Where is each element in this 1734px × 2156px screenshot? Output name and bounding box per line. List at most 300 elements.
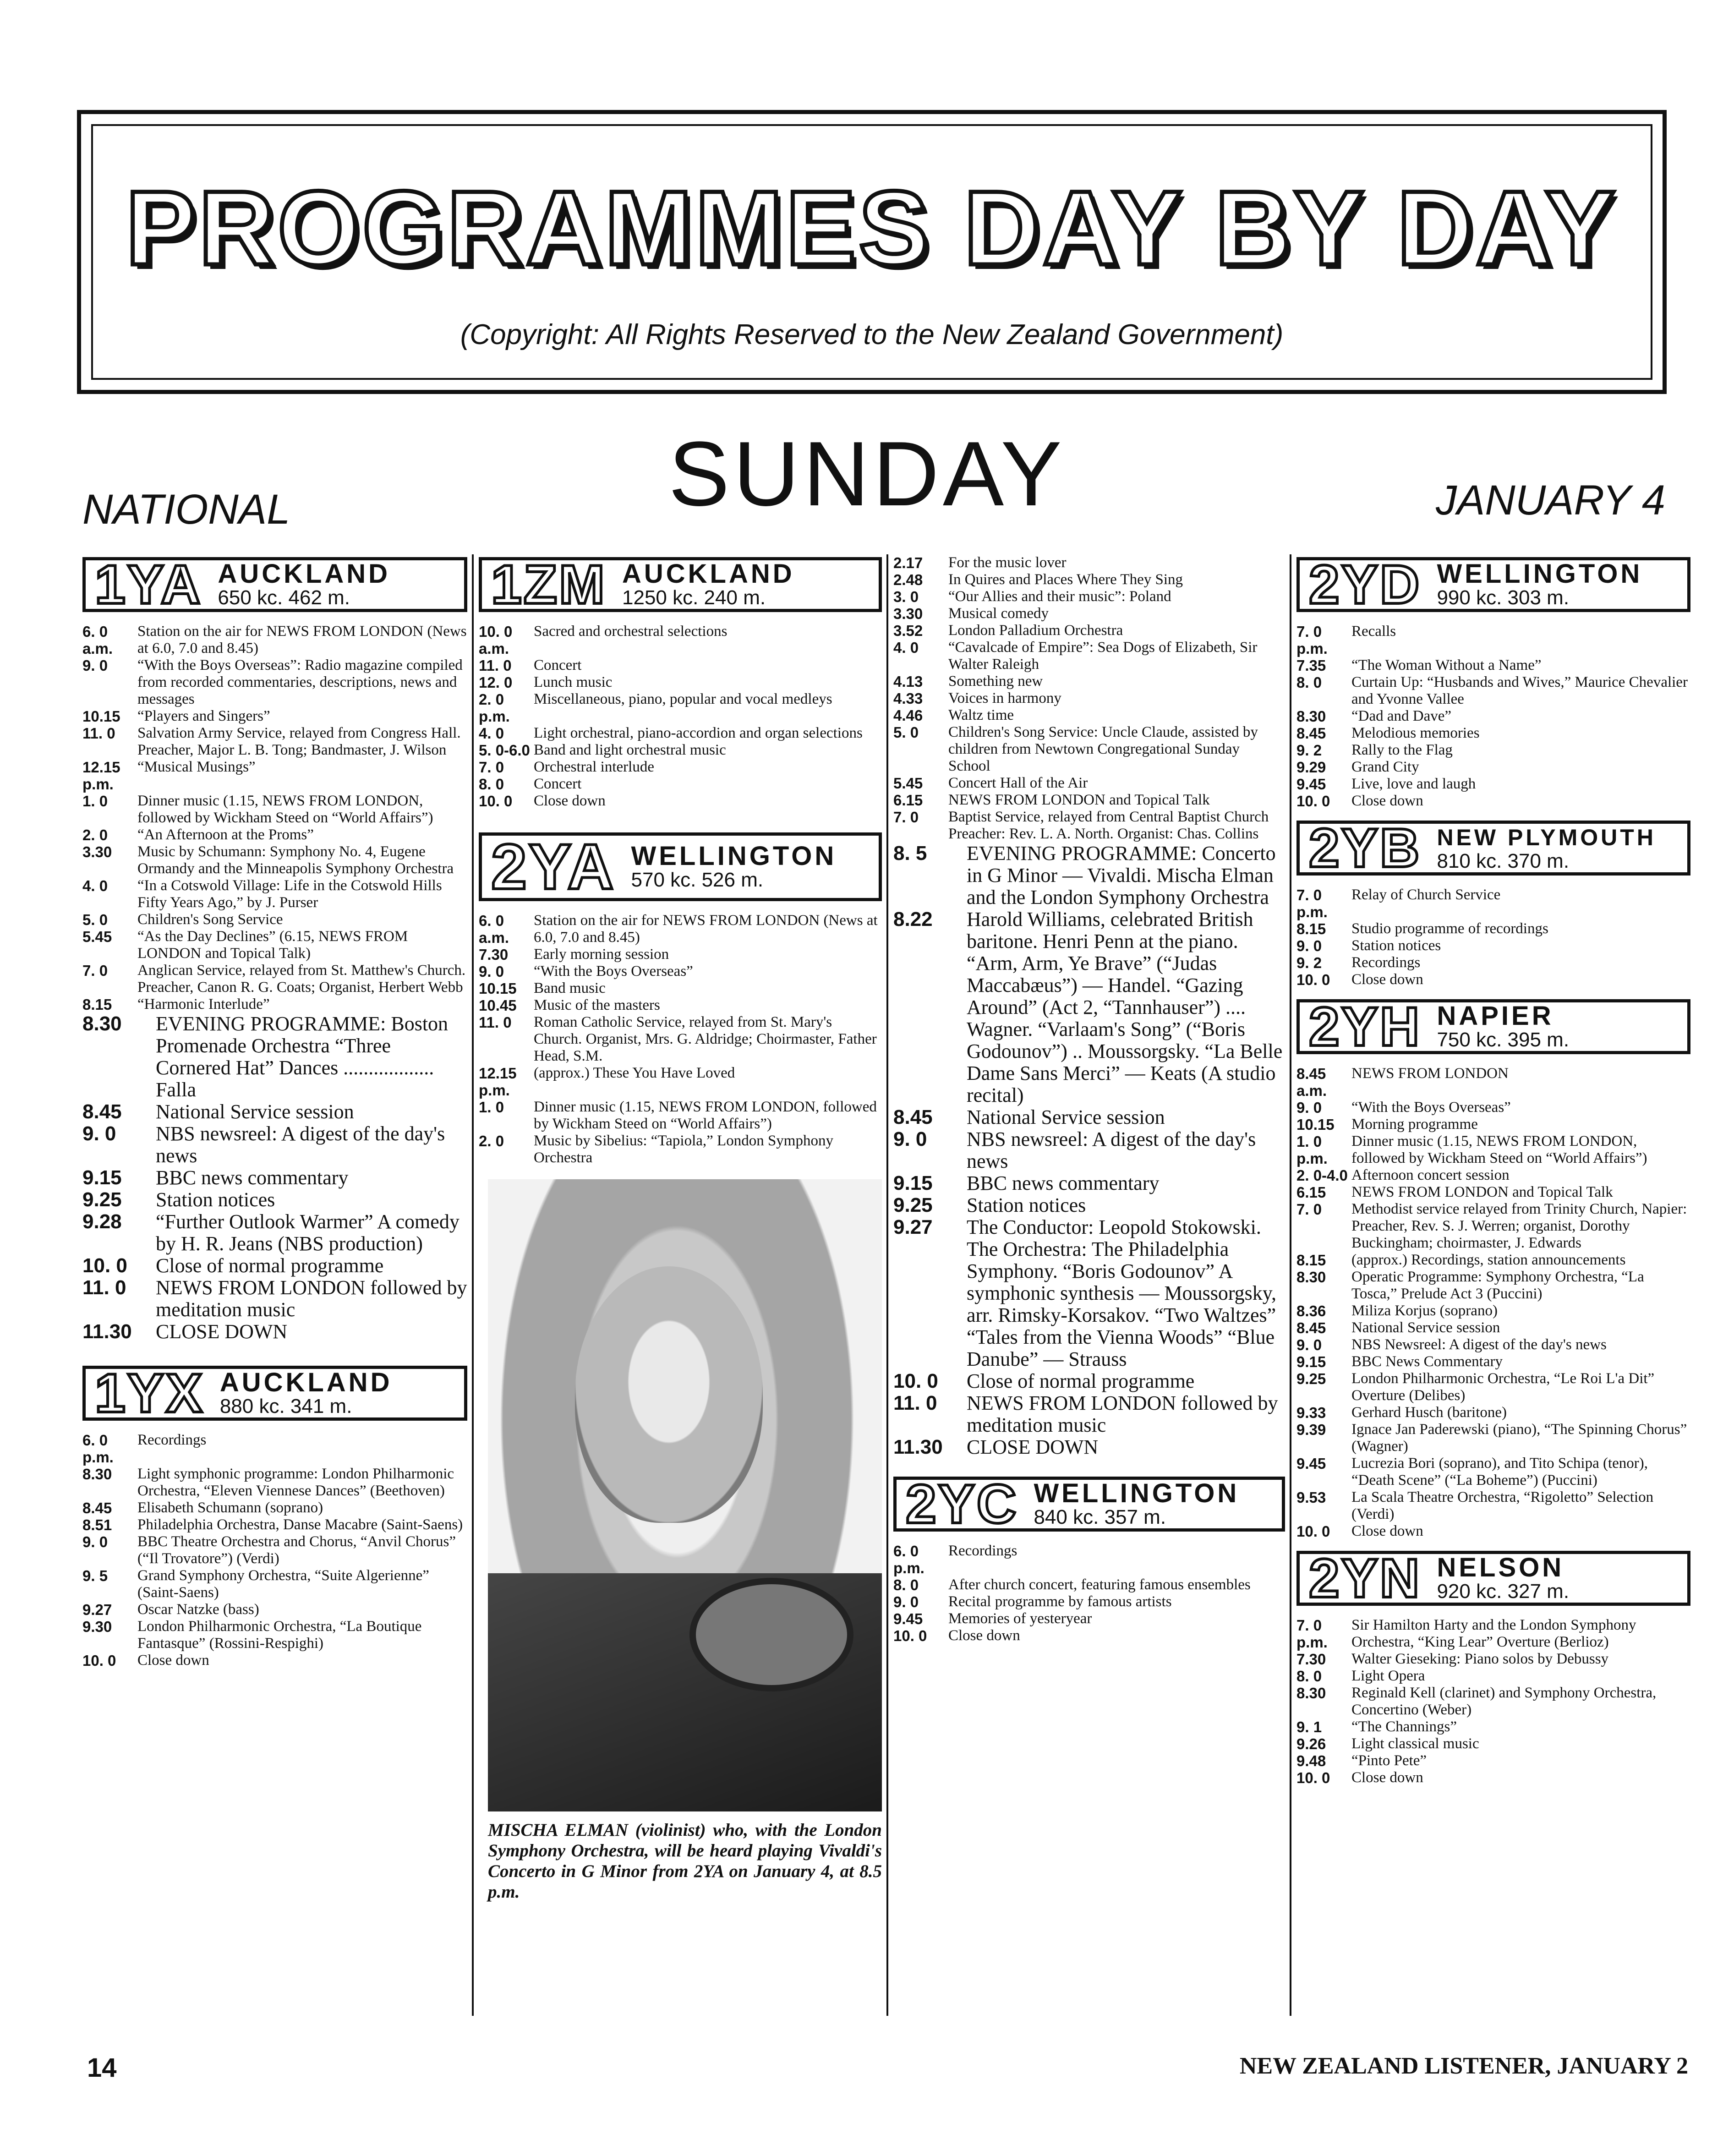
programme-description: Studio programme of recordings <box>1351 920 1548 937</box>
programme-entry <box>1296 1523 1690 1540</box>
programme-description: Concert <box>534 657 582 673</box>
programme-entry <box>893 1128 1285 1172</box>
programme-description: Light Opera <box>1351 1668 1425 1684</box>
programme-entry <box>82 1618 467 1652</box>
programme-description: Concert <box>534 776 582 792</box>
programme-entry <box>1296 1167 1690 1184</box>
programme-entry <box>479 946 882 963</box>
programme-description: Close down <box>534 793 606 809</box>
programme-time: 9.25 <box>82 1188 122 1211</box>
programme-description: Band and light orchestral music <box>534 742 726 758</box>
station-call-sign: 2YD <box>1309 554 1422 615</box>
programme-time: 9.33 <box>1296 1404 1326 1421</box>
programme-description: “Dad and Dave” <box>1351 708 1452 724</box>
programme-entry <box>893 1216 1285 1370</box>
programme-time: 8. 0 <box>479 776 504 793</box>
programme-time: 5. 0 <box>893 724 919 741</box>
programme-description: Ignace Jan Paderewski (piano), “The Spinning Chorus” (Wagner) <box>1351 1421 1687 1455</box>
station-header-2yc <box>893 1473 1285 1535</box>
programme-description: CLOSE DOWN <box>967 1436 1099 1458</box>
programme-time: 9. 0 <box>1296 937 1322 954</box>
station-header-2yn <box>1296 1548 1690 1609</box>
programme-description: National Service session <box>156 1100 354 1123</box>
programme-time: 9.29 <box>1296 759 1326 776</box>
programme-time: 9.45 <box>893 1610 923 1627</box>
programme-entry <box>82 962 467 996</box>
station-header-1ya <box>82 554 467 615</box>
programme-time: 9.45 <box>1296 1455 1326 1472</box>
programme-entry <box>82 793 467 826</box>
programme-entry <box>1296 1099 1690 1116</box>
station-frequency: 810 kc. 370 m. <box>1437 850 1570 872</box>
programme-time: 7. 0 <box>479 759 504 776</box>
programme-description: “Our Allies and their music”: Poland <box>948 588 1171 605</box>
programme-description: Lunch music <box>534 674 613 690</box>
programme-description: Band music <box>534 980 606 996</box>
title-banner <box>77 110 1667 394</box>
programme-description: Curtain Up: “Husbands and Wives,” Maurice Chevalier and Yvonne Vallee <box>1351 674 1688 707</box>
programme-entry <box>1296 725 1690 742</box>
programme-entry <box>82 1101 467 1123</box>
programme-time: 12.15 p.m. <box>82 759 120 793</box>
programme-time: 9.53 <box>1296 1489 1326 1506</box>
programme-time: 1. 0 <box>82 793 108 810</box>
programme-time: 3. 0 <box>893 588 919 605</box>
programme-entry <box>479 1065 882 1099</box>
station-frequency: 920 kc. 327 m. <box>1437 1580 1570 1603</box>
programme-entry <box>82 1533 467 1567</box>
programme-time: 9. 0 <box>1296 1099 1322 1116</box>
programme-description: “An Afternoon at the Proms” <box>137 826 314 843</box>
programme-entry <box>1296 1184 1690 1201</box>
programme-entry <box>1296 674 1690 708</box>
schedule-1ya <box>82 623 467 1013</box>
programme-time: 9. 0 <box>82 1533 108 1550</box>
station-frequency: 990 kc. 303 m. <box>1437 586 1570 609</box>
programme-entry <box>893 1392 1285 1436</box>
schedule-2yb <box>1296 886 1690 988</box>
programme-time: 10. 0 <box>479 793 513 810</box>
programme-description: NEWS FROM LONDON and Topical Talk <box>948 792 1210 808</box>
portrait-head <box>575 1266 763 1523</box>
station-frequency: 840 kc. 357 m. <box>1034 1506 1166 1528</box>
programme-entry <box>1296 1404 1690 1421</box>
page-number: 14 <box>87 2053 117 2083</box>
schedule-1zm <box>479 623 882 810</box>
programme-description: “Pinto Pete” <box>1351 1752 1427 1769</box>
station-city: AUCKLAND <box>218 559 391 589</box>
programme-time: 9. 0 <box>893 1128 927 1150</box>
programme-time: 6. 0 p.m. <box>893 1543 924 1576</box>
network-label: NATIONAL <box>82 486 290 533</box>
programme-time: 8.51 <box>82 1516 112 1533</box>
programme-description: (approx.) These You Have Loved <box>534 1065 735 1081</box>
station-call-sign: 2YB <box>1309 817 1422 879</box>
programme-time: 9.27 <box>82 1601 112 1618</box>
programme-description: London Palladium Orchestra <box>948 622 1123 639</box>
programme-time: 5.45 <box>82 928 112 945</box>
programme-entry <box>479 623 882 657</box>
programme-time: 7.35 <box>1296 657 1326 674</box>
programme-entry <box>82 1189 467 1211</box>
programme-entry <box>1296 937 1690 954</box>
programme-time: 8.45 <box>82 1499 112 1516</box>
programme-time: 12. 0 <box>479 674 513 691</box>
column-divider <box>886 554 888 2016</box>
programme-entry <box>893 724 1285 775</box>
programme-description: NEWS FROM LONDON and Topical Talk <box>1351 1184 1613 1200</box>
programme-description: Elisabeth Schumann (soprano) <box>137 1499 323 1516</box>
programme-entry <box>893 605 1285 622</box>
programme-entry <box>1296 1617 1690 1651</box>
programme-entry <box>893 775 1285 792</box>
programme-entry <box>893 843 1285 908</box>
programme-description: Walter Gieseking: Piano solos by Debussy <box>1351 1651 1609 1667</box>
station-city: NELSON <box>1437 1553 1564 1582</box>
programme-description: London Philharmonic Orchestra, “La Boutique Fantasque” (Rossini-Respighi) <box>137 1618 422 1652</box>
programme-entry <box>479 1133 882 1166</box>
programme-entry <box>1296 776 1690 793</box>
programme-description: Recordings <box>137 1432 207 1448</box>
programme-time: 11.30 <box>82 1320 132 1343</box>
programme-entry <box>479 725 882 742</box>
programme-description: Light symphonic programme: London Philharmonic Orchestra, “Eleven Viennese Dances” (Beethoven) <box>137 1466 454 1499</box>
column-2 <box>479 554 882 2030</box>
programme-description: Baptist Service, relayed from Central Baptist Church Preacher: Rev. L. A. North. Organist: Chas. Collins <box>948 809 1269 842</box>
programme-entry <box>1296 1252 1690 1269</box>
programme-time: 12.15 p.m. <box>479 1065 517 1099</box>
programme-time: 11.30 <box>893 1436 943 1458</box>
programme-time: 9. 0 <box>1296 1336 1322 1353</box>
programme-time: 9. 0 <box>82 657 108 674</box>
programme-time: 8. 5 <box>893 842 927 865</box>
programme-time: 7. 0 <box>893 809 919 826</box>
programme-entry <box>1296 1319 1690 1336</box>
programme-time: 11. 0 <box>82 725 115 742</box>
violin-scroll <box>689 1578 853 1691</box>
programme-description: Musical comedy <box>948 605 1049 622</box>
programme-description: Close down <box>1351 1523 1423 1539</box>
column-3 <box>893 554 1285 2030</box>
programme-time: 8.45 <box>1296 725 1326 742</box>
programme-entry <box>1296 759 1690 776</box>
programme-entry <box>893 908 1285 1106</box>
schedule-2ya-afternoon <box>893 554 1285 843</box>
programme-description: Miscellaneous, piano, popular and vocal medleys <box>534 691 832 707</box>
programme-entry <box>1296 623 1690 657</box>
programme-description: In Quires and Places Where They Sing <box>948 571 1183 588</box>
programme-description: Rally to the Flag <box>1351 742 1453 758</box>
programme-entry <box>893 1576 1285 1593</box>
programme-description: “The Woman Without a Name” <box>1351 657 1542 673</box>
station-call-sign: 2YH <box>1309 996 1422 1057</box>
programme-entry <box>893 554 1285 571</box>
programme-entry <box>1296 1201 1690 1252</box>
programme-entry <box>82 1321 467 1343</box>
programme-time: 9.45 <box>1296 776 1326 793</box>
programme-time: 10.15 <box>479 980 517 997</box>
programme-time: 3.30 <box>893 605 923 622</box>
programme-description: London Philharmonic Orchestra, “Le Roi L'a Dit” Overture (Delibes) <box>1351 1370 1655 1404</box>
programme-time: 9.15 <box>82 1166 122 1189</box>
programme-entry <box>1296 1651 1690 1668</box>
programme-time: 10. 0 <box>1296 1769 1330 1786</box>
programme-time: 4.46 <box>893 707 923 724</box>
programme-description: Operatic Programme: Symphony Orchestra, “La Tosca,” Prelude Act 3 (Puccini) <box>1351 1269 1644 1302</box>
programme-description: “As the Day Declines” (6.15, NEWS FROM LONDON and Topical Talk) <box>137 928 408 962</box>
programme-time: 11. 0 <box>82 1276 126 1299</box>
banner-inner-border <box>91 124 1652 380</box>
programme-time: 9.25 <box>893 1194 933 1216</box>
programme-entry <box>1296 971 1690 988</box>
schedule-2yh <box>1296 1065 1690 1540</box>
programme-description: Recital programme by famous artists <box>948 1593 1172 1610</box>
programme-entry <box>1296 793 1690 810</box>
programme-description: National Service session <box>967 1106 1165 1128</box>
programme-time: 4.33 <box>893 690 923 707</box>
station-frequency: 650 kc. 462 m. <box>218 586 350 609</box>
programme-entry <box>893 809 1285 843</box>
programme-entry <box>82 843 467 877</box>
station-frequency: 570 kc. 526 m. <box>631 869 764 891</box>
station-call-sign: 1YX <box>95 1363 204 1424</box>
programme-entry <box>479 912 882 946</box>
programme-time: 8.45 <box>893 1106 933 1128</box>
programme-description: Music by Sibelius: “Tapiola,” London Symphony Orchestra <box>534 1133 833 1166</box>
programme-entry <box>82 1013 467 1101</box>
programme-entry <box>1296 1370 1690 1404</box>
programme-entry <box>82 725 467 759</box>
programme-time: 8.30 <box>1296 708 1326 725</box>
programme-description: Children's Song Service <box>137 911 283 928</box>
programme-description: Afternoon concert session <box>1351 1167 1510 1183</box>
programme-description: La Scala Theatre Orchestra, “Rigoletto” Selection (Verdi) <box>1351 1489 1654 1522</box>
programme-entry <box>479 963 882 980</box>
programme-entry <box>893 571 1285 588</box>
programme-time: 2. 0 p.m. <box>479 691 510 725</box>
station-frequency: 750 kc. 395 m. <box>1437 1029 1570 1051</box>
programme-time: 5.45 <box>893 775 923 792</box>
programme-time: 8.22 <box>893 908 933 930</box>
station-city: AUCKLAND <box>219 1368 393 1397</box>
programme-entry <box>479 657 882 674</box>
programme-description: Close down <box>948 1627 1020 1644</box>
programme-entry <box>82 1567 467 1601</box>
programme-time: 8.30 <box>1296 1685 1326 1702</box>
programme-time: 8.15 <box>1296 1252 1326 1269</box>
programme-description: Station notices <box>1351 937 1441 954</box>
programme-time: 9.28 <box>82 1210 122 1233</box>
programme-description: Grand Symphony Orchestra, “Suite Algerienne” (Saint-Saens) <box>137 1567 429 1601</box>
programme-description: Sir Hamilton Harty and the London Symphony Orchestra, “King Lear” Overture (Berlioz) <box>1351 1617 1636 1650</box>
station-call-sign: 2YC <box>906 1473 1018 1535</box>
column-divider <box>472 554 474 2016</box>
programme-time: 9.48 <box>1296 1752 1326 1769</box>
programme-time: 8.30 <box>82 1466 112 1483</box>
programme-description: BBC news commentary <box>967 1172 1160 1194</box>
programme-description: BBC Theatre Orchestra and Chorus, “Anvil Chorus” (“Il Trovatore”) (Verdi) <box>137 1533 456 1567</box>
programme-time: 9. 2 <box>1296 954 1322 971</box>
station-header-2yh <box>1296 996 1690 1057</box>
station-header-2yd <box>1296 554 1690 615</box>
programme-time: 9. 0 <box>82 1122 116 1145</box>
programme-entry <box>1296 1718 1690 1735</box>
programme-time: 8.30 <box>82 1012 122 1035</box>
programme-entry <box>893 1543 1285 1576</box>
programme-time: 2. 0 <box>479 1133 504 1149</box>
programme-time: 8.15 <box>82 996 112 1013</box>
programme-description: NBS newsreel: A digest of the day's news <box>967 1128 1256 1172</box>
programme-entry <box>479 1099 882 1133</box>
programme-description: “With the Boys Overseas” <box>534 963 693 980</box>
column-divider <box>1290 554 1291 2016</box>
programme-entry <box>893 673 1285 690</box>
programme-description: BBC News Commentary <box>1351 1353 1503 1370</box>
programme-description: Melodious memories <box>1351 725 1480 741</box>
copyright-notice: (Copyright: All Rights Reserved to the New Zealand Government) <box>460 319 1284 350</box>
programme-entry <box>893 1194 1285 1216</box>
programme-time: 7. 0 <box>82 962 108 979</box>
programme-description: Gerhard Husch (baritone) <box>1351 1404 1507 1421</box>
programme-entry <box>82 657 467 708</box>
programme-entry <box>1296 886 1690 920</box>
programme-description: Close down <box>1351 971 1423 988</box>
programme-entry <box>1296 1668 1690 1685</box>
programme-entry <box>82 1601 467 1618</box>
programme-entry <box>82 1652 467 1669</box>
programme-time: 9.15 <box>1296 1353 1326 1370</box>
station-city: WELLINGTON <box>1437 559 1643 589</box>
station-header-2yb <box>1296 817 1690 879</box>
programme-description: Light classical music <box>1351 1735 1479 1752</box>
programme-entry <box>479 742 882 759</box>
station-call-sign: 1ZM <box>491 554 607 615</box>
station-call-sign: 2YN <box>1309 1548 1422 1609</box>
programme-time: 2.48 <box>893 571 923 588</box>
programme-entry <box>893 622 1285 639</box>
programme-entry <box>893 1593 1285 1610</box>
programme-time: 9. 5 <box>82 1567 108 1584</box>
programme-description: Salvation Army Service, relayed from Congress Hall. Preacher, Major L. B. Tong; Bandmaster, J. Wilson <box>137 725 461 758</box>
programme-entry <box>1296 1769 1690 1786</box>
programme-entry <box>82 877 467 911</box>
programme-time: 10. 0 <box>893 1370 938 1392</box>
programme-description: Light orchestral, piano-accordion and organ selections <box>534 725 863 741</box>
programme-time: 4. 0 <box>479 725 504 742</box>
programme-description: NEWS FROM LONDON followed by meditation music <box>967 1392 1278 1436</box>
programme-description: Something new <box>948 673 1043 689</box>
programme-description: “Cavalcade of Empire”: Sea Dogs of Elizabeth, Sir Walter Raleigh <box>948 639 1258 673</box>
programme-description: Music by Schumann: Symphony No. 4, Eugene Ormandy and the Minneapolis Symphony Orchestra <box>137 843 454 877</box>
programme-entry <box>1296 1269 1690 1302</box>
programme-entry <box>82 1277 467 1321</box>
programme-description: “Musical Musings” <box>137 759 256 775</box>
programme-time: 2.17 <box>893 554 923 571</box>
station-header-1yx <box>82 1363 467 1424</box>
programme-time: 1. 0 <box>479 1099 504 1116</box>
programme-time: 7. 0 p.m. <box>1296 1617 1328 1651</box>
programme-entry <box>1296 920 1690 937</box>
programme-time: 9.15 <box>893 1172 933 1194</box>
programme-entry <box>893 707 1285 724</box>
programme-description: EVENING PROGRAMME: Concerto in G Minor — Vivaldi. Mischa Elman and the London Symphony Orchestra <box>967 842 1276 908</box>
schedule-2yc <box>893 1543 1285 1644</box>
programme-time: 5. 0-6.0 <box>479 742 530 759</box>
programme-time: 6.15 <box>1296 1184 1326 1201</box>
station-frequency: 1250 kc. 240 m. <box>622 586 766 609</box>
programme-time: 4. 0 <box>893 639 919 656</box>
programme-description: “With the Boys Overseas”: Radio magazine compiled from recorded commentaries, descriptions, news and messages <box>137 657 463 707</box>
programme-time: 8.45 <box>82 1100 122 1123</box>
programme-time: 7.30 <box>479 946 509 963</box>
programme-time: 9.27 <box>893 1216 933 1238</box>
programme-description: “The Channings” <box>1351 1718 1457 1735</box>
programme-description: Close down <box>1351 793 1423 809</box>
programme-description: “Players and Singers” <box>137 708 270 724</box>
programme-entry <box>82 996 467 1013</box>
programme-entry <box>893 1436 1285 1458</box>
programme-description: NBS Newsreel: A digest of the day's news <box>1351 1336 1607 1353</box>
programme-time: 4. 0 <box>82 877 108 894</box>
programme-time: 3.30 <box>82 843 112 860</box>
programme-description: Close of normal programme <box>156 1254 384 1277</box>
programme-time: 10. 0 <box>1296 1523 1330 1540</box>
programme-time: 10. 0 <box>1296 793 1330 810</box>
station-city: WELLINGTON <box>1034 1478 1240 1508</box>
programme-entry <box>1296 1735 1690 1752</box>
programme-time: 2. 0-4.0 <box>1296 1167 1348 1184</box>
programme-entry <box>1296 742 1690 759</box>
programme-entry <box>82 759 467 793</box>
programme-entry <box>1296 1065 1690 1099</box>
date-label: JANUARY 4 <box>1435 477 1665 524</box>
programme-entry <box>1296 1336 1690 1353</box>
programme-entry <box>1296 1421 1690 1455</box>
programme-entry <box>893 792 1285 809</box>
programme-entry <box>1296 1302 1690 1319</box>
programme-description: Reginald Kell (clarinet) and Symphony Orchestra, Concertino (Weber) <box>1351 1685 1657 1718</box>
programme-entry <box>1296 954 1690 971</box>
programme-time: 9.39 <box>1296 1421 1326 1438</box>
programme-description: Recordings <box>948 1543 1017 1559</box>
programme-entry <box>479 980 882 997</box>
day-heading: SUNDAY <box>668 423 1066 525</box>
programme-time: 8. 0 <box>1296 674 1322 691</box>
schedule-2yn <box>1296 1617 1690 1786</box>
programme-entry <box>82 708 467 725</box>
programme-time: 8. 0 <box>893 1576 919 1593</box>
programme-time: 1. 0 p.m. <box>1296 1133 1328 1167</box>
programme-time: 11. 0 <box>479 657 512 674</box>
schedule-1ya-evening <box>82 1013 467 1343</box>
programme-time: 9. 2 <box>1296 742 1322 759</box>
programme-description: Lucrezia Bori (soprano), and Tito Schipa (tenor), “Death Scene” (“La Boheme”) (Puccini) <box>1351 1455 1648 1488</box>
programme-entry <box>82 1211 467 1255</box>
programme-time: 9.25 <box>1296 1370 1326 1387</box>
programme-time: 9. 0 <box>479 963 504 980</box>
programme-entry <box>1296 1133 1690 1167</box>
programme-time: 11. 0 <box>893 1392 937 1414</box>
programme-time: 10. 0 <box>82 1254 127 1277</box>
programme-description: BBC news commentary <box>156 1166 349 1189</box>
column-1 <box>82 554 467 2030</box>
programme-entry <box>82 1432 467 1466</box>
station-header-2ya <box>479 832 882 901</box>
programme-description: Station on the air for NEWS FROM LONDON (News at 6.0, 7.0 and 8.45) <box>534 912 878 946</box>
programme-time: 8.15 <box>1296 920 1326 937</box>
programme-description: NBS newsreel: A digest of the day's news <box>156 1122 445 1167</box>
programme-description: Early morning session <box>534 946 669 963</box>
